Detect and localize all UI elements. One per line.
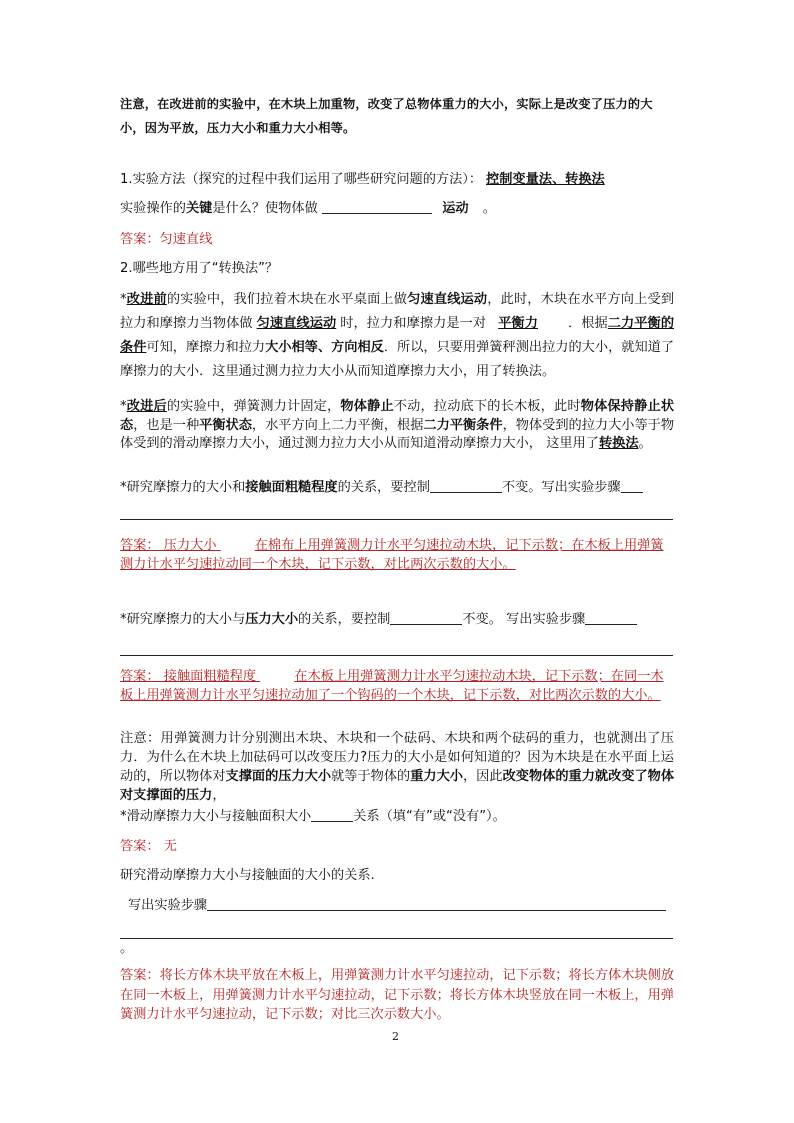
page-number: 2 xyxy=(392,1030,399,1043)
q1-blank xyxy=(322,198,432,214)
intro-text-3: ，因为平放，压力大小和重力大小相等。 xyxy=(132,121,356,135)
q4-blank xyxy=(390,609,462,625)
q1-key-a: 实验操作的 xyxy=(120,201,186,216)
q2-title: 2.哪些地方用了“转换法”？ xyxy=(120,261,279,276)
q3-steps-blank xyxy=(621,477,643,493)
intro-text-2: ，实际上是改变了 xyxy=(504,97,604,111)
q5-answer-steps: 答案：将长方体木块平放在木板上，用弹簧测力计水平匀速拉动，记下示数；将长方体木块侧放在同一木板上，用弹簧测力计水平匀速拉动，记下示数；将长方体木块竖放在同一木板上，用弹簧测力计水平匀速拉动，记下示数；对比三次示数大小。 xyxy=(120,968,674,1022)
q1-key xyxy=(120,197,674,221)
q1-key-e: 。 xyxy=(482,201,496,216)
pressure-note: 注意：用弹簧测力计分别测出木块、木块和一个砝码、木块和两个砝码的重力，也就测出了压力．为什么在木块上加砝码可以改变压力?压力的大小是如何知道的？因为木块是在水平面上运动的，所以物体对支撑面的压力大小就等于物体的重力大小，因此改变物体的重力就改变了物体对支撑面的压力， xyxy=(120,731,675,803)
q5-period: 。 xyxy=(120,941,134,956)
q2-pre-paragraph: *改进前的实验中，我们拉着木块在水平桌面上做匀速直线运动，此时，木块在水平方向上受到拉力和摩擦力当物体做 匀速直线运动 时，拉力和摩擦力是一对 平衡力 ．根据二力平衡的条件可知，摩擦力和拉力大小相等、方向相反．所以，只要用弹簧秤测出拉力的大小，就知道了摩擦力的大小．这里通过测力拉力大小从而知道摩擦力大小，用了转换法。 xyxy=(120,292,675,379)
q4-steps-blank xyxy=(585,609,637,625)
q4-question: *研究摩擦力的大小与压力大小的关系，要控制 不变。 写出实验步骤 xyxy=(120,608,674,632)
intro-bold-pressure: 压力的大小 xyxy=(120,97,653,135)
q5-blank xyxy=(311,806,353,822)
q1-answer: 控制变量法、转换法 xyxy=(486,172,605,187)
q4-answer-line xyxy=(120,655,673,656)
q1-key-c: 是什么？使物体做 xyxy=(212,201,318,216)
q1-prefix: 1.实验方法（探究的过程中我们运用了哪些研究问题的方法）： xyxy=(120,172,483,187)
q5-answer: 答案： 无 xyxy=(120,839,177,854)
q5-steps: 写出实验步骤 xyxy=(120,894,674,918)
q5-question: *滑动摩擦力大小与接触面积大小 关系（填“有”或“没有”）。 xyxy=(120,805,674,829)
q4-answer: 答案： 接触面粗糙程度 在木板上用弹簧测力计水平匀速拉动木块，记下示数；在同一木板上用弹簧测力计水平匀速拉动加了一个钩码的一个木块，记下示数，对比两次示数的大小。 xyxy=(120,669,664,703)
q3-answer-line xyxy=(120,519,673,520)
intro-bold-gravity: 重力的大小 xyxy=(442,97,505,111)
intro-text-1: 注意，在改进前的实验中，在木块上加重物，改变了总物体 xyxy=(120,97,443,111)
q3-question: *研究摩擦力的大小和接触面粗糙程度的关系，要控制 不变。写出实验步骤 xyxy=(120,476,674,500)
q3-blank xyxy=(430,477,502,493)
q2-post-paragraph: *改进后的实验中，弹簧测力计固定，物体静止不动，拉动底下的长木板，此时物体保持静止状态，也是一种平衡状态，水平方向上二力平衡，根据二力平衡条件，物体受到的拉力大小等于物体受到的滑动摩擦力大小，通过测力拉力大小从而知道滑动摩擦力大小， 这里用了转换法。 xyxy=(120,399,675,451)
q5-steps-blank xyxy=(207,895,666,911)
q1-key-b: 关键 xyxy=(185,201,213,216)
intro-note xyxy=(120,92,674,140)
q1-method xyxy=(120,168,674,192)
q5-study: 研究滑动摩擦力大小与接触面的大小的关系. xyxy=(120,868,375,883)
q1-key-d: 运动 xyxy=(442,201,469,216)
q1-answer-label: 答案：匀速直线 xyxy=(120,232,213,247)
q3-answer: 答案： 压力大小 在棉布上用弹簧测力计水平匀速拉动木块，记下示数；在木板上用弹簧测力计水平匀速拉动同一个木块，记下示数，对比两次示数的大小。 xyxy=(120,538,664,572)
